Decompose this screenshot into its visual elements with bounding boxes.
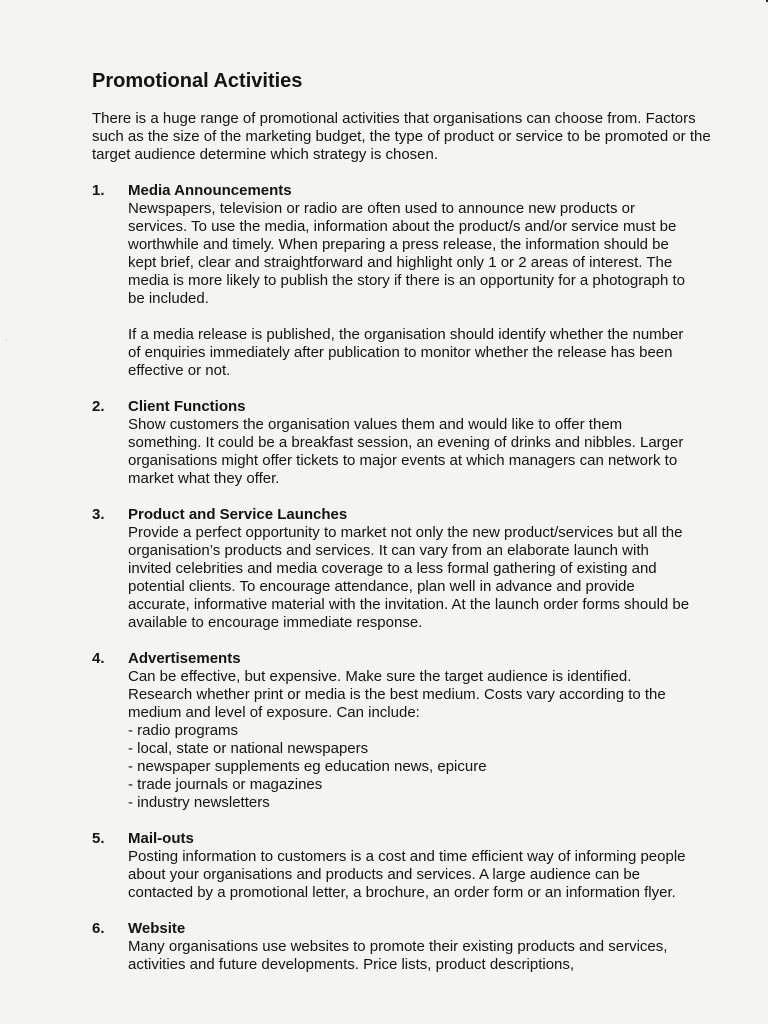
list-item: - radio programs — [128, 722, 239, 739]
section-paragraph: Provide a perfect opportunity to market not only the new product/services but all the organisation’s products and services. It can vary from an elaborate launch with invited celebrities and media coverage to a less formal gathering of existing and potential clients. To encourage attendance, plan well in advance and provide accurate, informative material with the invitation. At the launch order forms should be available to encourage immediate response. — [128, 524, 690, 631]
section-paragraph: Can be effective, but expensive. Make sure the target audience is identified. Research whether print or media is the best medium. Costs vary according to the medium and level of exposure. Can include: — [128, 668, 666, 721]
section-mail-outs — [92, 830, 692, 902]
section-heading: Product and Service Launches — [128, 506, 348, 523]
section-heading: Client Functions — [128, 398, 246, 415]
section-number: 1. — [92, 182, 105, 199]
section-paragraph: Newspapers, television or radio are often used to announce new products or services. To use the media, information about the product/s and/or service must be worthwhile and timely. When preparing a press release, the information should be kept brief, clear and straightforward and highlight only 1 or 2 areas of interest. The media is more likely to publish the story if there is an opportunity for a photograph to be included. — [128, 200, 685, 307]
section-number: 4. — [92, 650, 105, 667]
list-item: - trade journals or magazines — [128, 776, 323, 793]
section-heading: Advertisements — [128, 650, 241, 667]
list-item: - industry newsletters — [128, 794, 270, 811]
section-website — [92, 920, 692, 974]
section-number: 3. — [92, 506, 105, 523]
section-number: 6. — [92, 920, 105, 937]
section-paragraph: Show customers the organisation values them and would like to offer them something. It could be a breakfast session, an evening of drinks and nibbles. Larger organisations might offer tickets to major events at which managers can network to market what they offer. — [128, 416, 684, 487]
intro-paragraph: There is a huge range of promotional activities that organisations can choose from. Factors such as the size of the marketing budget, the type of product or service to be promoted or the target audience determine which strategy is chosen. — [92, 110, 711, 163]
section-paragraph: Many organisations use websites to promote their existing products and services, activities and future developments. Price lists, product descriptions, — [128, 938, 668, 973]
section-paragraph: Posting information to customers is a cost and time efficient way of informing people about your organisations and products and services. A large audience can be contacted by a promotional letter, a brochure, an order form or an information flyer. — [128, 848, 686, 901]
section-advertisements — [92, 650, 692, 812]
section-client-functions — [92, 398, 692, 488]
sections-list — [92, 182, 692, 992]
advertisement-options-list — [128, 722, 692, 812]
section-paragraph: If a media release is published, the organisation should identify whether the number of enquiries immediately after publication to monitor whether the release has been effective or not. — [128, 326, 684, 379]
list-item: - local, state or national newspapers — [128, 740, 369, 757]
scan-speck — [6, 340, 7, 341]
section-heading: Website — [128, 920, 186, 937]
list-item: - newspaper supplements eg education news, epicure — [128, 758, 487, 775]
section-number: 5. — [92, 830, 105, 847]
page-title: Promotional Activities — [92, 70, 303, 92]
section-media-announcements — [92, 182, 692, 380]
section-heading: Mail-outs — [128, 830, 194, 847]
section-heading: Media Announcements — [128, 182, 292, 199]
section-number: 2. — [92, 398, 105, 415]
section-product-service-launches — [92, 506, 692, 632]
